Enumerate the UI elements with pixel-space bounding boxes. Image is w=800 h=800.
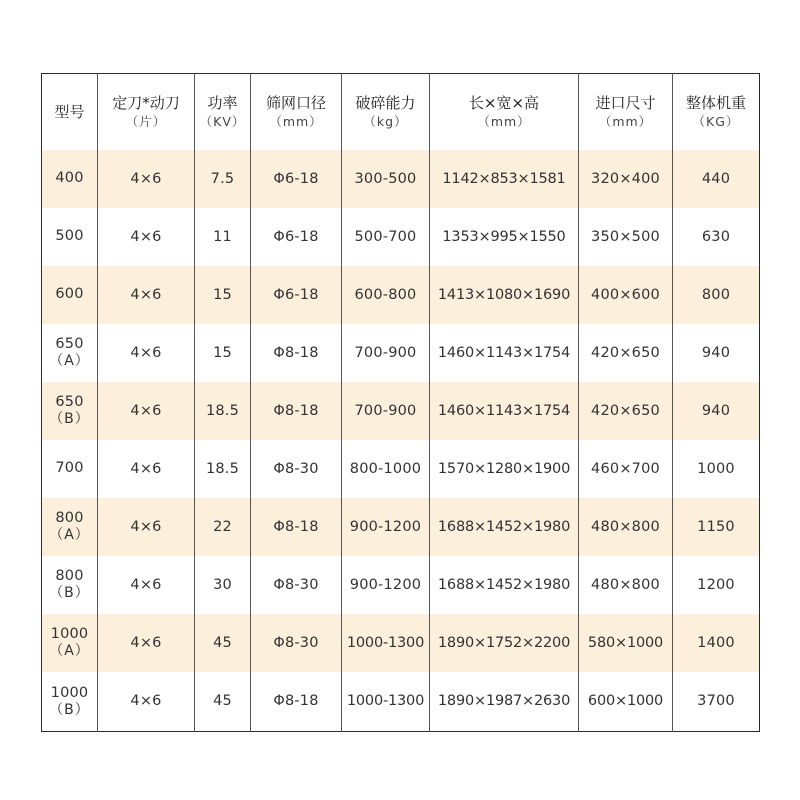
table-row (42, 440, 760, 498)
table-row (42, 498, 760, 556)
header-screen (251, 74, 342, 150)
model-cell (42, 672, 98, 732)
table-row (42, 324, 760, 382)
inlet-cell: 420×650 (579, 324, 673, 382)
model-cell (42, 208, 98, 266)
header-capacity-unit: （kg） (363, 113, 408, 129)
capacity-cell: 800-1000 (342, 440, 430, 498)
weight-cell: 940 (673, 382, 760, 440)
header-dimensions-label: 长×宽×高 (468, 93, 540, 112)
screen-cell: Φ8-18 (251, 498, 342, 556)
model-variant: （A） (49, 643, 90, 659)
header-capacity-label: 破碎能力 (355, 93, 416, 112)
dimensions-cell: 1460×1143×1754 (430, 324, 579, 382)
capacity-cell: 1000-1300 (342, 614, 430, 672)
capacity-cell: 500-700 (342, 208, 430, 266)
table-row (42, 382, 760, 440)
power-cell: 45 (195, 614, 251, 672)
screen-cell: Φ6-18 (251, 208, 342, 266)
model-variant: （B） (49, 585, 90, 601)
model-cell (42, 150, 98, 208)
weight-cell: 3700 (673, 672, 760, 732)
screen-cell: Φ6-18 (251, 266, 342, 324)
header-model-label: 型号 (54, 103, 85, 122)
blades-cell: 4×6 (98, 672, 195, 732)
header-power-label: 功率 (207, 93, 238, 112)
weight-cell: 630 (673, 208, 760, 266)
model-variant: （A） (49, 527, 90, 543)
header-dimensions (430, 74, 579, 150)
weight-cell: 940 (673, 324, 760, 382)
blades-cell: 4×6 (98, 266, 195, 324)
blades-cell: 4×6 (98, 150, 195, 208)
model-value: 650 (55, 394, 84, 410)
power-cell: 11 (195, 208, 251, 266)
weight-cell: 800 (673, 266, 760, 324)
power-cell: 15 (195, 266, 251, 324)
weight-cell: 1000 (673, 440, 760, 498)
table-row (42, 672, 760, 732)
model-cell (42, 382, 98, 440)
table-row (42, 614, 760, 672)
model-value: 800 (55, 568, 84, 584)
inlet-cell: 480×800 (579, 498, 673, 556)
model-variant: （A） (49, 353, 90, 369)
dimensions-cell: 1570×1280×1900 (430, 440, 579, 498)
power-cell: 30 (195, 556, 251, 614)
screen-cell: Φ8-30 (251, 614, 342, 672)
model-value: 1000 (50, 684, 89, 701)
capacity-cell: 1000-1300 (342, 672, 430, 732)
inlet-cell: 320×400 (579, 150, 673, 208)
header-screen-label: 筛网口径 (265, 93, 326, 112)
header-inlet (579, 74, 673, 150)
header-model (42, 74, 98, 150)
blades-cell: 4×6 (98, 208, 195, 266)
power-cell: 45 (195, 672, 251, 732)
screen-cell: Φ6-18 (251, 150, 342, 208)
blades-cell: 4×6 (98, 614, 195, 672)
dimensions-cell: 1142×853×1581 (430, 150, 579, 208)
header-weight (673, 74, 760, 150)
header-weight-unit: （KG） (692, 113, 740, 129)
screen-cell: Φ8-30 (251, 440, 342, 498)
model-value: 400 (55, 170, 84, 186)
dimensions-cell: 1688×1452×1980 (430, 498, 579, 556)
blades-cell: 4×6 (98, 324, 195, 382)
capacity-cell: 900-1200 (342, 498, 430, 556)
weight-cell: 440 (673, 150, 760, 208)
inlet-cell: 580×1000 (579, 614, 673, 672)
header-screen-unit: （mm） (269, 113, 323, 129)
inlet-cell: 400×600 (579, 266, 673, 324)
screen-cell: Φ8-30 (251, 556, 342, 614)
capacity-cell: 300-500 (342, 150, 430, 208)
model-cell (42, 324, 98, 382)
dimensions-cell: 1688×1452×1980 (430, 556, 579, 614)
header-power-unit: （KV） (199, 113, 246, 129)
model-value: 650 (55, 336, 84, 352)
model-variant: （B） (49, 411, 90, 427)
power-cell: 18.5 (195, 440, 251, 498)
blades-cell: 4×6 (98, 498, 195, 556)
dimensions-cell: 1890×1752×2200 (430, 614, 579, 672)
inlet-cell: 600×1000 (579, 672, 673, 732)
blades-cell: 4×6 (98, 440, 195, 498)
inlet-cell: 420×650 (579, 382, 673, 440)
header-inlet-label: 进口尺寸 (595, 93, 656, 112)
header-inlet-unit: （mm） (598, 113, 653, 129)
model-value: 1000 (50, 626, 89, 642)
table-row (42, 266, 760, 324)
dimensions-cell: 1890×1987×2630 (430, 672, 579, 732)
model-cell (42, 498, 98, 556)
model-value: 600 (55, 286, 84, 302)
model-cell (42, 556, 98, 614)
crusher-spec-table (41, 73, 760, 732)
header-power (195, 74, 251, 150)
capacity-cell: 900-1200 (342, 556, 430, 614)
model-value: 700 (55, 460, 84, 476)
inlet-cell: 350×500 (579, 208, 673, 266)
dimensions-cell: 1353×995×1550 (430, 208, 579, 266)
power-cell: 15 (195, 324, 251, 382)
weight-cell: 1150 (673, 498, 760, 556)
header-blades-unit: （片） (125, 113, 167, 129)
blades-cell: 4×6 (98, 556, 195, 614)
screen-cell: Φ8-18 (251, 672, 342, 732)
capacity-cell: 600-800 (342, 266, 430, 324)
inlet-cell: 480×800 (579, 556, 673, 614)
table-row (42, 150, 760, 208)
model-cell (42, 614, 98, 672)
table-row (42, 208, 760, 266)
power-cell: 18.5 (195, 382, 251, 440)
header-blades-label: 定刀*动刀 (112, 93, 180, 112)
blades-cell: 4×6 (98, 382, 195, 440)
dimensions-cell: 1413×1080×1690 (430, 266, 579, 324)
screen-cell: Φ8-18 (251, 324, 342, 382)
header-capacity (342, 74, 430, 150)
table-row (42, 556, 760, 614)
weight-cell: 1200 (673, 556, 760, 614)
model-value: 500 (55, 228, 84, 244)
model-variant: （B） (49, 701, 90, 718)
model-cell (42, 440, 98, 498)
inlet-cell: 460×700 (579, 440, 673, 498)
power-cell: 22 (195, 498, 251, 556)
weight-cell: 1400 (673, 614, 760, 672)
capacity-cell: 700-900 (342, 324, 430, 382)
header-weight-label: 整体机重 (685, 93, 746, 112)
header-blades (98, 74, 195, 150)
dimensions-cell: 1460×1143×1754 (430, 382, 579, 440)
model-cell (42, 266, 98, 324)
header-row (42, 74, 760, 150)
model-value: 800 (55, 510, 84, 526)
capacity-cell: 700-900 (342, 382, 430, 440)
screen-cell: Φ8-18 (251, 382, 342, 440)
header-dimensions-unit: （mm） (477, 113, 531, 129)
power-cell: 7.5 (195, 150, 251, 208)
